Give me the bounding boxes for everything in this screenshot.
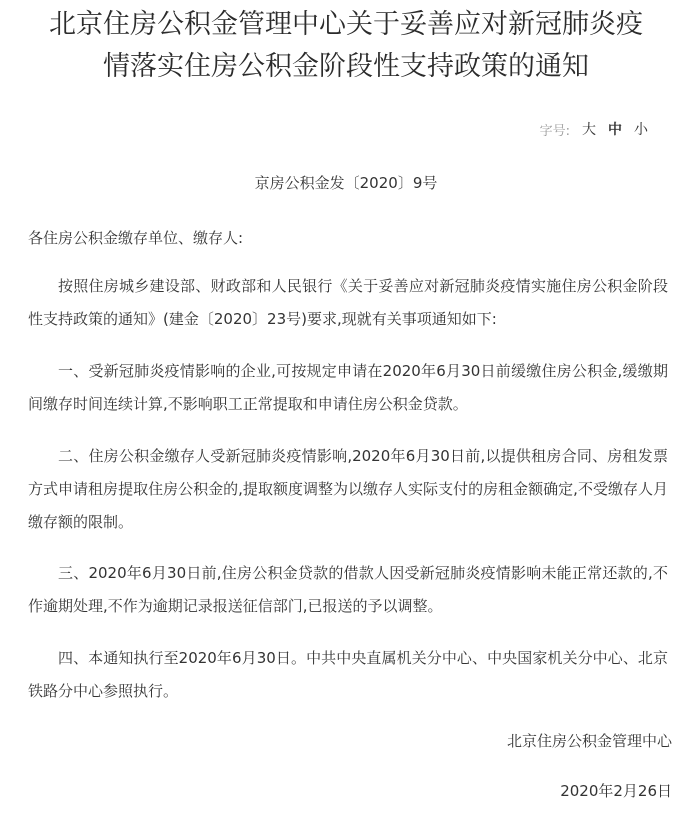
paragraph-item-1: 一、受新冠肺炎疫情影响的企业,可按规定申请在2020年6月30日前缓缴住房公积金,缓缴期间缴存时间连续计算,不影响职工正常提取和申请住房公积金贷款。 [28, 362, 668, 413]
font-size-selector [540, 119, 648, 139]
document-number: 京房公积金发〔2020〕9号 [254, 174, 438, 192]
font-size-medium-button[interactable]: 中 [608, 122, 622, 138]
paragraph-item-2: 二、住房公积金缴存人受新冠肺炎疫情影响,2020年6月30日前,以提供租房合同、房租发票方式申请租房提取住房公积金的,提取额度调整为以缴存人实际支付的房租金额确定,不受缴存人月缴存额的限制。 [28, 447, 668, 531]
font-size-small-button[interactable]: 小 [634, 122, 648, 138]
salutation: 各住房公积金缴存单位、缴存人: [28, 229, 244, 247]
paragraph-intro: 按照住房城乡建设部、财政部和人民银行《关于妥善应对新冠肺炎疫情实施住房公积金阶段性支持政策的通知》(建金〔2020〕23号)要求,现就有关事项通知如下: [28, 277, 668, 328]
document-title [0, 4, 692, 88]
paragraph-item-3: 三、2020年6月30日前,住房公积金贷款的借款人因受新冠肺炎疫情影响未能正常还款的,不作逾期处理,不作为逾期记录报送征信部门,已报送的予以调整。 [28, 564, 668, 615]
font-size-large-button[interactable]: 大 [582, 122, 596, 138]
paragraph-item-4: 四、本通知执行至2020年6月30日。中共中央直属机关分中心、中央国家机关分中心、北京铁路分中心参照执行。 [28, 649, 668, 700]
font-size-label: 字号: [539, 123, 570, 139]
title-line-1: 北京住房公积金管理中心关于妥善应对新冠肺炎疫 [49, 9, 643, 40]
issue-date: 2020年2月26日 [560, 782, 672, 800]
issuer-signature: 北京住房公积金管理中心 [506, 732, 672, 750]
title-line-2: 情落实住房公积金阶段性支持政策的通知 [103, 51, 589, 82]
